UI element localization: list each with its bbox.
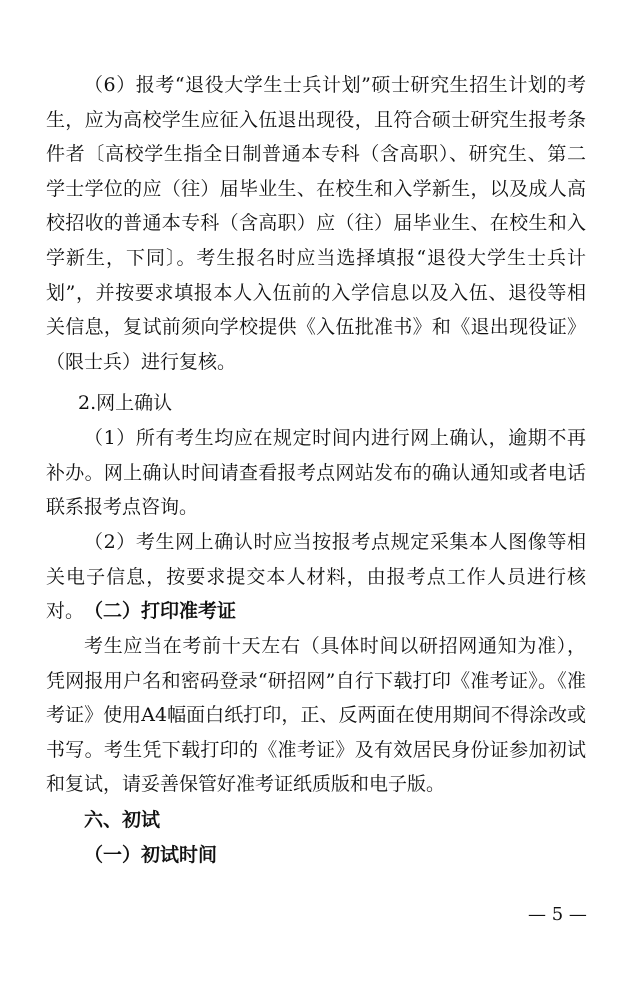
paragraph-confirmation-materials: （2）考生网上确认时应当按报考点规定采集本人图像等相关电子信息，按要求提交本人材料，由报考点工作人员进行核对。 [46,531,586,623]
paragraph-admission-ticket-instructions: 考生应当在考前十天左右（具体时间以研招网通知为准），凭网报用户名和密码登录“研招网”自行下载打印《准考证》。《准考证》使用A4幅面白纸打印，正、反两面在使用期间不得涂改或书写。考生凭下载打印的《准考证》及有效居民身份证参加初试和复试，请妥善保管好准考证纸质版和电子版。 [46,635,586,796]
heading-print-admission-ticket: （二）打印准考证 [84,600,237,622]
paragraph-confirmation-deadline: （1）所有考生均应在规定时间内进行网上确认，逾期不再补办。网上确认时间请查看报考点网站发布的确认通知或者电话联系报考点咨询。 [46,427,586,519]
page-number: — 5 — [528,904,587,925]
heading-preliminary-exam-time: （一）初试时间 [84,844,218,866]
heading-online-confirmation: 2.网上确认 [78,392,173,414]
heading-preliminary-exam: 六、初试 [84,809,161,831]
paragraph-retired-soldier-plan: （6）报考“退役大学生士兵计划”硕士研究生招生计划的考生，应为高校学生应征入伍退出现役，且符合硕士研究生报考条件者〔高校学生指全日制普通本专科（含高职）、研究生、第二学士学位的应（往）届毕业生、在校生和入学新生，以及成人高校招收的普通本专科（含高职）应（往）届毕业生、在校生和入学新生，下同〕。考生报名时应当选择填报“退役大学生士兵计划”，并按要求填报本人入伍前的入学信息以及入伍、退役等相关信息，复试前须向学校提供《入伍批准书》和《退出现役证》（限士兵）进行复核。 [46,74,586,373]
